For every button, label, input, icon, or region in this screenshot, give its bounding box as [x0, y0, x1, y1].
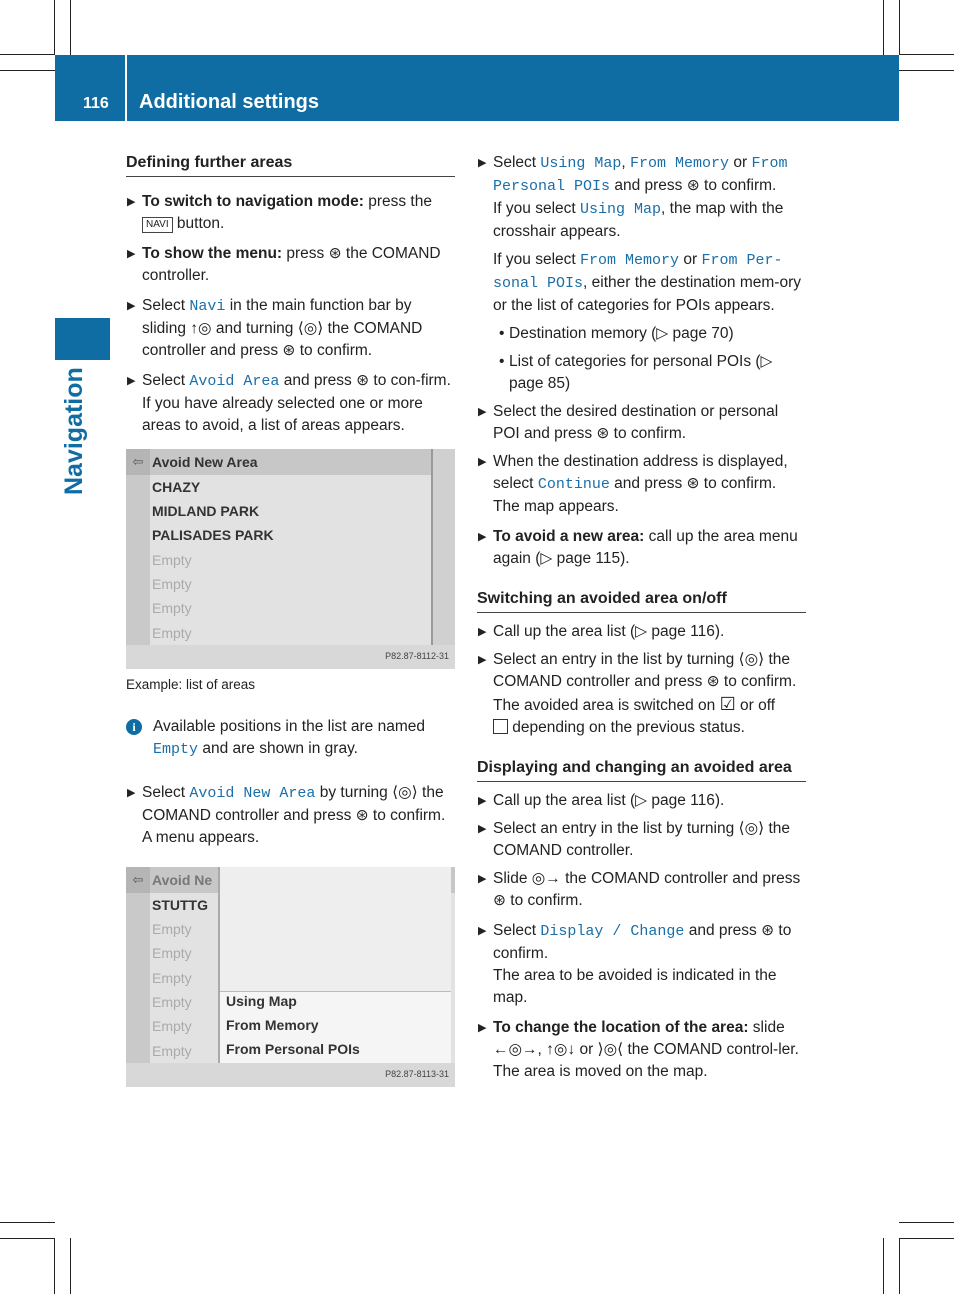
crop-mark [899, 1222, 954, 1223]
section-heading: Displaying and changing an avoided area [477, 757, 806, 782]
step: ▶ Select Avoid Area and press ⊛ to con-firm. If you have already selected one or more areas to avoid, a list of areas appears. [127, 372, 451, 434]
page-header [55, 55, 899, 121]
page-number: 116 [83, 95, 109, 112]
unchecked-box-icon [493, 719, 508, 734]
right-column [477, 152, 806, 1083]
list-item: Empty [152, 625, 192, 641]
header-divider [125, 55, 127, 121]
step: ▶ Call up the area list (▷ page 116). [477, 621, 806, 643]
step-arrow-icon: ▶ [478, 406, 487, 418]
screenshot-area-list [126, 449, 455, 669]
list-item: Empty [152, 970, 192, 986]
step-arrow-icon: ▶ [478, 1022, 487, 1034]
crop-mark [0, 70, 55, 71]
popup-menu [218, 867, 451, 1063]
crop-mark [0, 1238, 55, 1239]
step: ▶ Select an entry in the list by turning ⟨◎⟩ the COMAND controller and press ⊛ to confirm. The avoided area is switched on ☑ or off depending on the previous status. [478, 651, 797, 736]
list-item: Empty [152, 552, 192, 568]
step: ▶ Select Navi in the main function bar by sliding ↑◎ and turning ⟨◎⟩ the COMAND controller and press ⊛ to confirm. [127, 297, 423, 359]
crop-mark [899, 54, 954, 55]
crop-mark [899, 70, 954, 71]
section-heading: Switching an avoided area on/off [477, 588, 806, 613]
crop-mark [883, 1238, 884, 1294]
back-icon: ⇦ [126, 867, 150, 893]
step: ▶ Select Display / Change and press ⊛ to confirm. The area to be avoided is indicated in the map. [478, 922, 792, 1006]
step: ▶ Select an entry in the list by turning ⟨◎⟩ the COMAND controller. [478, 820, 791, 859]
list-item: STUTTG [152, 897, 208, 913]
step-arrow-icon: ▶ [478, 456, 487, 468]
list-item: Empty [152, 1043, 192, 1059]
step: ▶ To show the menu: press ⊛ the COMAND controller. [127, 245, 441, 284]
crop-mark [54, 1238, 55, 1294]
step: ▶ To change the location of the area: slide ←◎→, ↑◎↓ or ⟩◎⟨ the COMAND control-ler. The area is moved on the map. [478, 1019, 799, 1080]
navi-button-icon: NAVI [142, 217, 173, 233]
figure-code: P82.87-8112-31 [385, 651, 449, 661]
list-item: Empty [152, 921, 192, 937]
crop-mark [70, 1238, 71, 1294]
list-item: Empty [152, 576, 192, 592]
step: ▶ Select Using Map, From Memory or From Personal POIs and press ⊛ to confirm. If you select Using Map, the map with the crosshair appears. [478, 154, 788, 240]
step: ▶ When the destination address is displayed, select Continue and press ⊛ to confirm. The map appears. [478, 453, 788, 515]
step-arrow-icon: ▶ [127, 787, 136, 799]
step-arrow-icon: ▶ [478, 654, 487, 666]
figure-caption: Example: list of areas [126, 677, 256, 692]
step: ▶ Slide ◎→ the COMAND controller and press ⊛ to confirm. [478, 870, 801, 909]
screen-title: Avoid Ne [152, 872, 213, 888]
screenshot-area-menu [126, 867, 455, 1087]
step: ▶ Call up the area list (▷ page 116). [477, 790, 806, 812]
step-arrow-icon: ▶ [478, 626, 487, 638]
back-icon: ⇦ [126, 449, 150, 475]
list-item: MIDLAND PARK [152, 503, 260, 519]
crop-mark [899, 1238, 900, 1294]
screen-title: Avoid New Area [152, 454, 258, 470]
crop-mark [70, 0, 71, 55]
list-item: PALISADES PARK [152, 527, 274, 543]
step: ▶ Select the desired destination or personal POI and press ⊛ to confirm. [478, 403, 779, 442]
step-arrow-icon: ▶ [478, 873, 487, 885]
menu-item-from-personal-pois: From Personal POIs [226, 1041, 360, 1057]
list-item: Empty [152, 1018, 192, 1034]
step-arrow-icon: ▶ [127, 300, 136, 312]
page-title: Additional settings [139, 91, 319, 113]
step-arrow-icon: ▶ [127, 375, 136, 387]
list-item: Empty [152, 945, 192, 961]
step: ▶ To switch to navigation mode: press the NAVI button. [127, 193, 432, 232]
step-arrow-icon: ▶ [478, 823, 487, 835]
info-icon: i [126, 719, 142, 735]
step-note: If you select From Memory or From Per-sonal POIs, either the destination mem-ory or the list of categories for POIs appears. [493, 251, 801, 314]
left-column [126, 152, 455, 1087]
list-item: Empty [152, 600, 192, 616]
list-item: CHAZY [152, 479, 201, 495]
section-label: Navigation [60, 367, 88, 495]
list-item: • Destination memory (▷ page 70) [499, 325, 734, 342]
crop-mark [54, 0, 55, 55]
step-arrow-icon: ▶ [127, 196, 136, 208]
section-heading: Defining further areas [126, 152, 455, 177]
crop-mark [883, 0, 884, 55]
list-item: Empty [152, 994, 192, 1010]
menu-item-using-map: Using Map [226, 993, 297, 1009]
step: ▶ To avoid a new area: call up the area menu again (▷ page 115). [478, 528, 798, 567]
list-item: • List of categories for personal POIs (▷ page 85) [499, 353, 773, 392]
step-arrow-icon: ▶ [478, 157, 487, 169]
crop-mark [0, 54, 55, 55]
menu-item-from-memory: From Memory [226, 1017, 319, 1033]
step: ▶ Select Avoid New Area by turning ⟨◎⟩ the COMAND controller and press ⊛ to confirm. A menu appears. [127, 784, 446, 846]
step-arrow-icon: ▶ [478, 925, 487, 937]
crop-mark [0, 1222, 55, 1223]
crop-mark [899, 0, 900, 55]
step-arrow-icon: ▶ [478, 795, 487, 807]
crop-mark [899, 1238, 954, 1239]
info-note: i Available positions in the list are named Empty and are shown in gray. [126, 716, 455, 761]
step-arrow-icon: ▶ [127, 248, 136, 260]
checked-box-icon: ☑ [719, 694, 736, 714]
figure-code: P82.87-8113-31 [385, 1069, 449, 1079]
step-arrow-icon: ▶ [478, 531, 487, 543]
